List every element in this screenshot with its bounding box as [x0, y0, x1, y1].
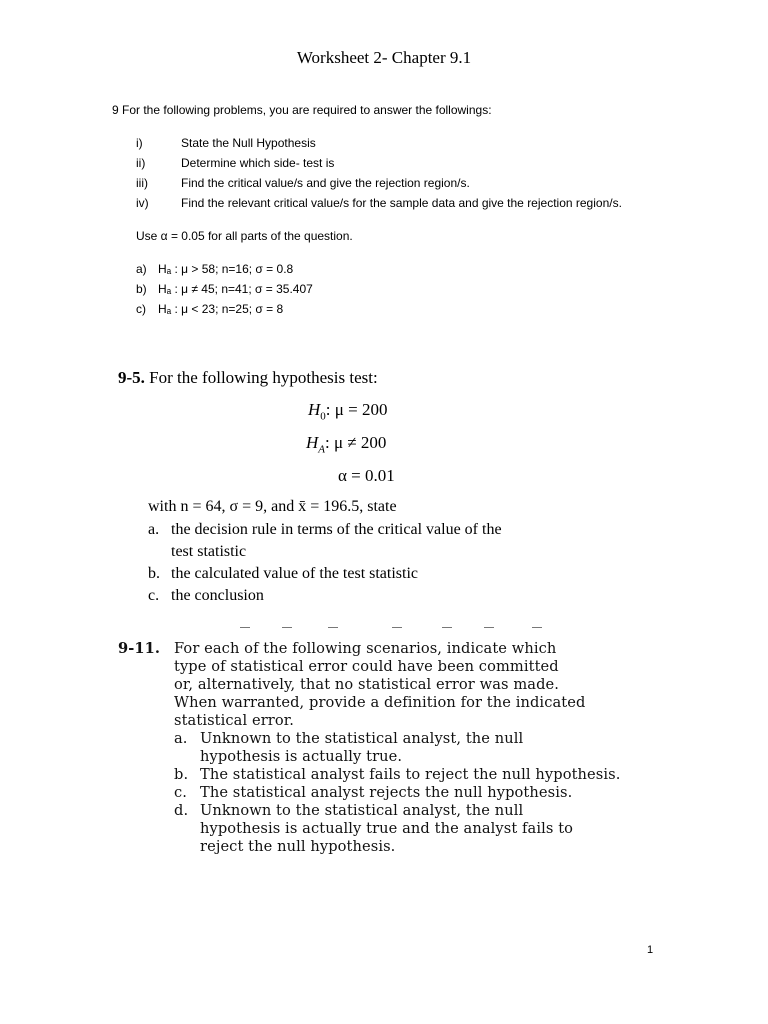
step-text: Determine which side- test is — [181, 156, 335, 170]
part-label: c) — [136, 302, 146, 316]
null-hypothesis: $H_0$: μ = 200 — [308, 400, 388, 423]
item-text: Unknown to the statistical analyst, the null — [200, 730, 524, 747]
item-label: c. — [148, 587, 160, 604]
item-label: d. — [174, 802, 189, 819]
item-text: The statistical analyst rejects the null hypothesis. — [200, 784, 573, 801]
item-text: test statistic — [171, 543, 247, 560]
item-text: Unknown to the statistical analyst, the null — [200, 802, 524, 819]
step-text: Find the critical value/s and give the rejection region/s. — [181, 176, 470, 190]
step-number: iv) — [136, 196, 149, 210]
step-number: iii) — [136, 176, 148, 190]
part-label: b) — [136, 282, 147, 296]
page-title: Worksheet 2- Chapter 9.1 — [296, 48, 472, 67]
problem-intro: For the following hypothesis test: — [149, 368, 378, 387]
problem-number: 9-5. — [118, 368, 145, 387]
item-text: the decision rule in terms of the critical value of the — [171, 521, 502, 538]
problem-text: For each of the following scenarios, indicate which — [174, 640, 557, 657]
item-text: the calculated value of the test statistic — [171, 565, 419, 582]
alternative-hypothesis: $H_A$: μ ≠ 200 — [306, 433, 387, 456]
item-label: b. — [148, 565, 160, 582]
problem-9-5-heading — [118, 368, 378, 388]
alpha-note: Use α = 0.05 for all parts of the question. — [136, 229, 353, 243]
problem-text: or, alternatively, that no statistical error was made. — [174, 676, 559, 693]
item-text: hypothesis is actually true. — [200, 748, 403, 765]
item-label: a. — [174, 730, 188, 747]
problem-number: 9-11. — [118, 640, 161, 657]
item-text: the conclusion — [171, 587, 264, 604]
problem-text: type of statistical error could have been committed — [174, 658, 559, 675]
problem-9-heading: 9 For the following problems, you are required to answer the followings: — [112, 103, 492, 117]
problem-text: When warranted, provide a definition for the indicated — [174, 694, 586, 711]
given-values: with n = 64, σ = 9, and x̄ = 196.5, state — [148, 498, 397, 515]
part-text: Hₐ : μ < 23; n=25; σ = 8 — [158, 302, 284, 316]
problem-text: statistical error. — [174, 712, 294, 729]
step-number: i) — [136, 136, 143, 150]
scan-cutoff-line — [232, 627, 552, 633]
significance-level: α = 0.01 — [338, 466, 395, 485]
part-label: a) — [136, 262, 147, 276]
item-text: hypothesis is actually true and the analyst fails to — [200, 820, 574, 837]
step-text: Find the relevant critical value/s for the sample data and give the rejection region/s. — [181, 196, 622, 210]
step-text: State the Null Hypothesis — [181, 136, 316, 150]
step-number: ii) — [136, 156, 146, 170]
item-text: reject the null hypothesis. — [200, 838, 396, 855]
item-label: b. — [174, 766, 189, 783]
part-text: Hₐ : μ ≠ 45; n=41; σ = 35.407 — [158, 282, 313, 296]
item-label: c. — [174, 784, 188, 801]
item-text: The statistical analyst fails to reject the null hypothesis. — [200, 766, 621, 783]
item-label: a. — [148, 521, 160, 538]
part-text: Hₐ : μ > 58; n=16; σ = 0.8 — [158, 262, 294, 276]
page-number: 1 — [647, 944, 654, 956]
